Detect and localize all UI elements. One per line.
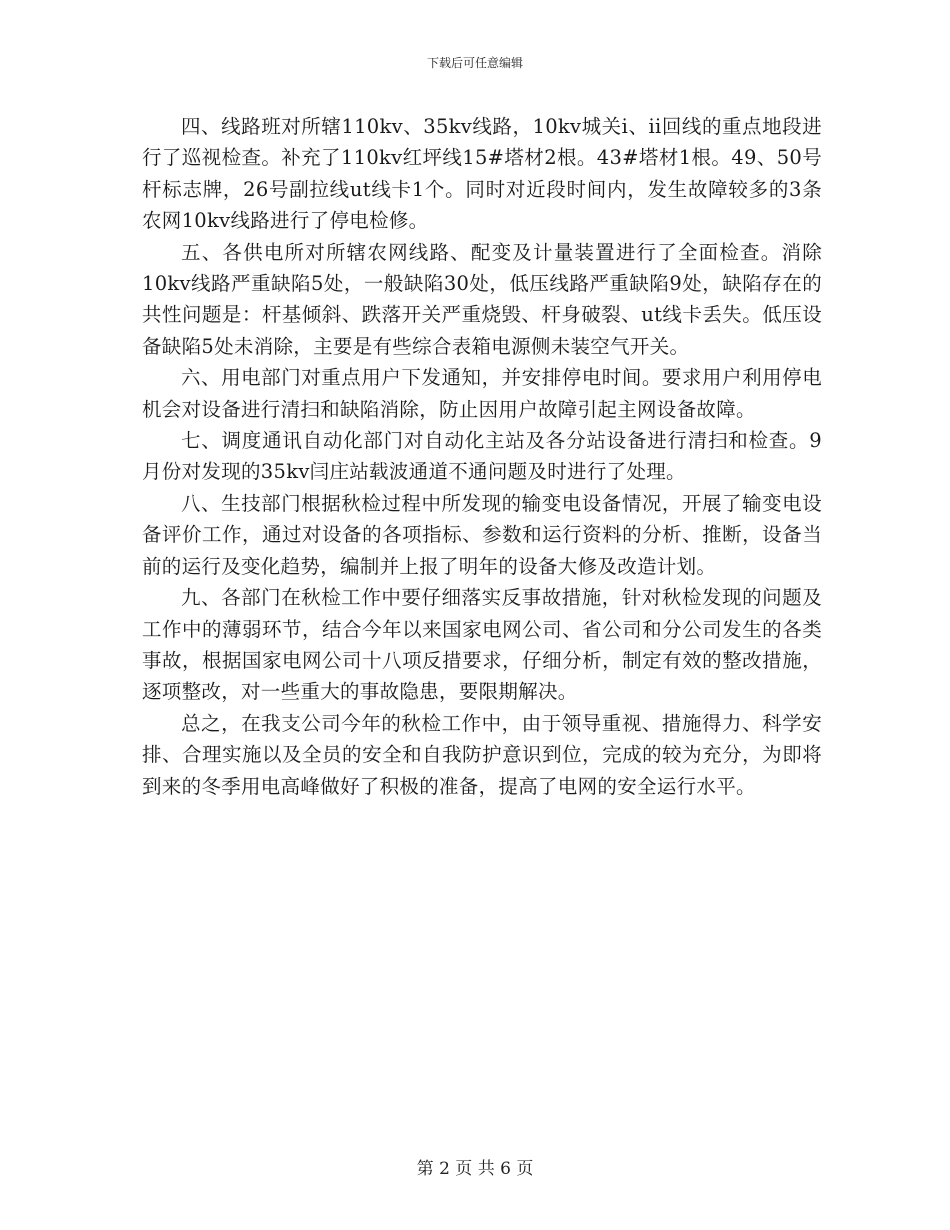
- paragraph-9: 九、各部门在秋检工作中要仔细落实反事故措施，针对秋检发现的问题及工作中的薄弱环节，结合今年以来国家电网公司、省公司和分公司发生的各类事故，根据国家电网公司十八项反措要求，仔细分析，制定有效的整改措施，逐项整改，对一些重大的事故隐患，要限期解决。: [142, 586, 822, 704]
- paragraph-4: 四、线路班对所辖110kv、35kv线路，10kv城关i、ii回线的重点地段进行了巡视检查。补充了110kv红坪线15#塔材2根。43#塔材1根。49、50号杆标志牌，26号副拉线ut线卡1个。同时对近段时间内，发生故障较多的3条农网10kv线路进行了停电检修。: [142, 115, 822, 233]
- paragraph-5: 五、各供电所对所辖农网线路、配变及计量装置进行了全面检查。消除10kv线路严重缺陷5处，一般缺陷30处，低压线路严重缺陷9处，缺陷存在的共性问题是：杆基倾斜、跌落开关严重烧毁、杆身破裂、ut线卡丢失。低压设备缺陷5处未消除，主要是有些综合表箱电源侧未装空气开关。: [142, 240, 822, 358]
- page-header: 下载后可任意编辑: [426, 56, 523, 70]
- document-body: [142, 111, 822, 802]
- paragraph-6: 六、用电部门对重点用户下发通知，并安排停电时间。要求用户利用停电机会对设备进行清扫和缺陷消除，防止因用户故障引起主网设备故障。: [142, 366, 822, 421]
- page-number: 第 2 页 共 6 页: [416, 1159, 534, 1179]
- paragraph-7: 七、调度通讯自动化部门对自动化主站及各分站设备进行清扫和检查。9月份对发现的35kv闫庄站载波通道不通问题及时进行了处理。: [142, 429, 822, 484]
- paragraph-8: 八、生技部门根据秋检过程中所发现的输变电设备情况，开展了输变电设备评价工作，通过对设备的各项指标、参数和运行资料的分析、推断，设备当前的运行及变化趋势，编制并上报了明年的设备大修及改造计划。: [142, 491, 822, 578]
- paragraph-summary: 总之，在我支公司今年的秋检工作中，由于领导重视、措施得力、科学安排、合理实施以及全员的安全和自我防护意识到位，完成的较为充分，为即将到来的冬季用电高峰做好了积极的准备，提高了电网的安全运行水平。: [142, 711, 822, 798]
